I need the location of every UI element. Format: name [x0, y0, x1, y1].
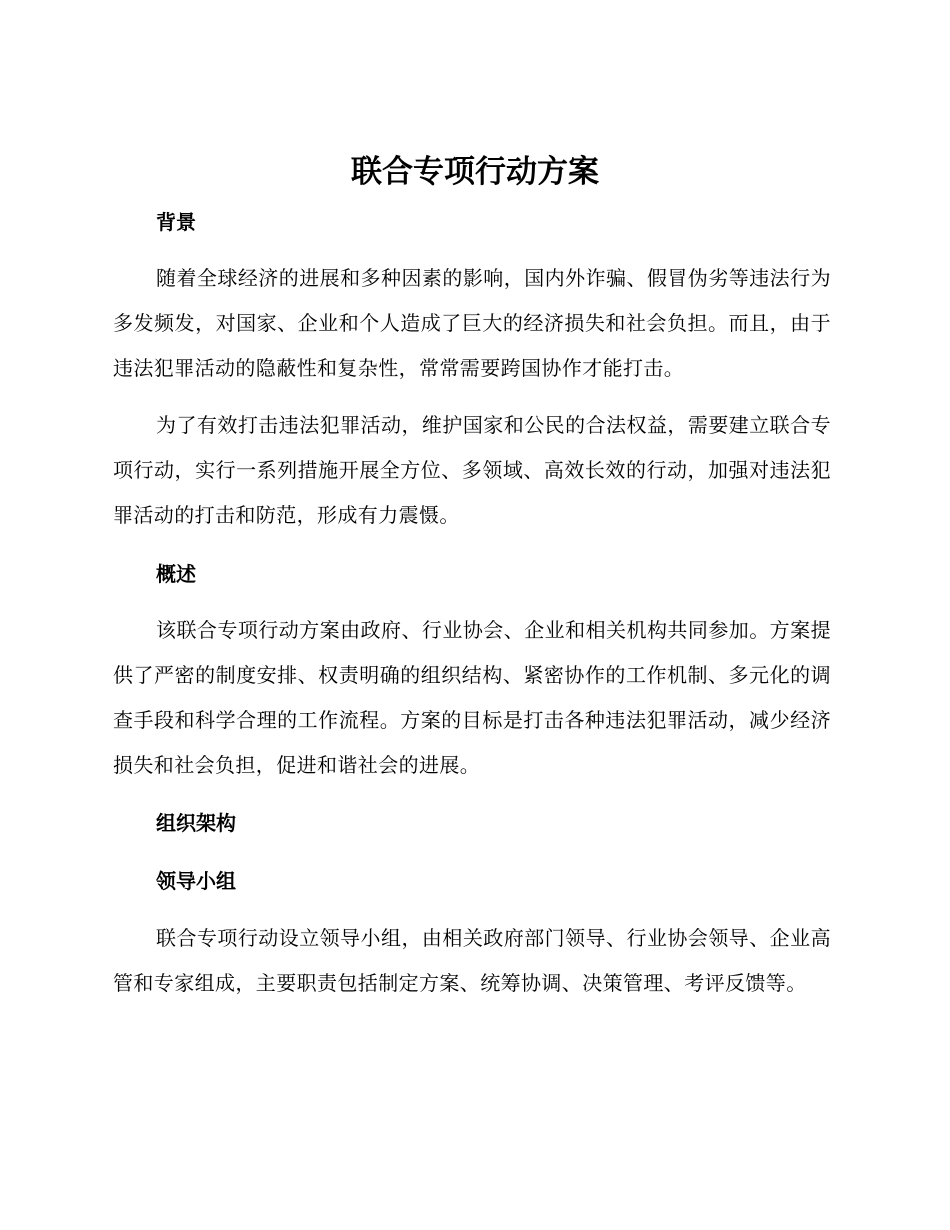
section-heading-background: 背景	[156, 210, 196, 234]
paragraph-background-1: 随着全球经济的进展和多种因素的影响，国内外诈骗、假冒伪劣等违法行为多发频发，对国家、企业和个人造成了巨大的经济损失和社会负担。而且，由于违法犯罪活动的隐蔽性和复杂性，常常需要跨国协作才能打击。	[113, 266, 831, 380]
section-heading-leadership-group: 领导小组	[156, 869, 236, 893]
document-title: 联合专项行动方案	[351, 154, 599, 190]
paragraph-leadership-1: 联合专项行动设立领导小组，由相关政府部门领导、行业协会领导、企业高管和专家组成，主要职责包括制定方案、统筹协调、决策管理、考评反馈等。	[113, 926, 831, 995]
section-heading-overview: 概述	[156, 562, 196, 586]
paragraph-overview-1: 该联合专项行动方案由政府、行业协会、企业和相关机构共同参加。方案提供了严密的制度安排、权责明确的组织结构、紧密协作的工作机制、多元化的调查手段和科学合理的工作流程。方案的目标是打击各种违法犯罪活动，减少经济损失和社会负担，促进和谐社会的进展。	[113, 618, 831, 777]
section-heading-organization: 组织架构	[156, 811, 236, 835]
paragraph-background-2: 为了有效打击违法犯罪活动，维护国家和公民的合法权益，需要建立联合专项行动，实行一系列措施开展全方位、多领域、高效长效的行动，加强对违法犯罪活动的打击和防范，形成有力震慑。	[113, 413, 831, 527]
